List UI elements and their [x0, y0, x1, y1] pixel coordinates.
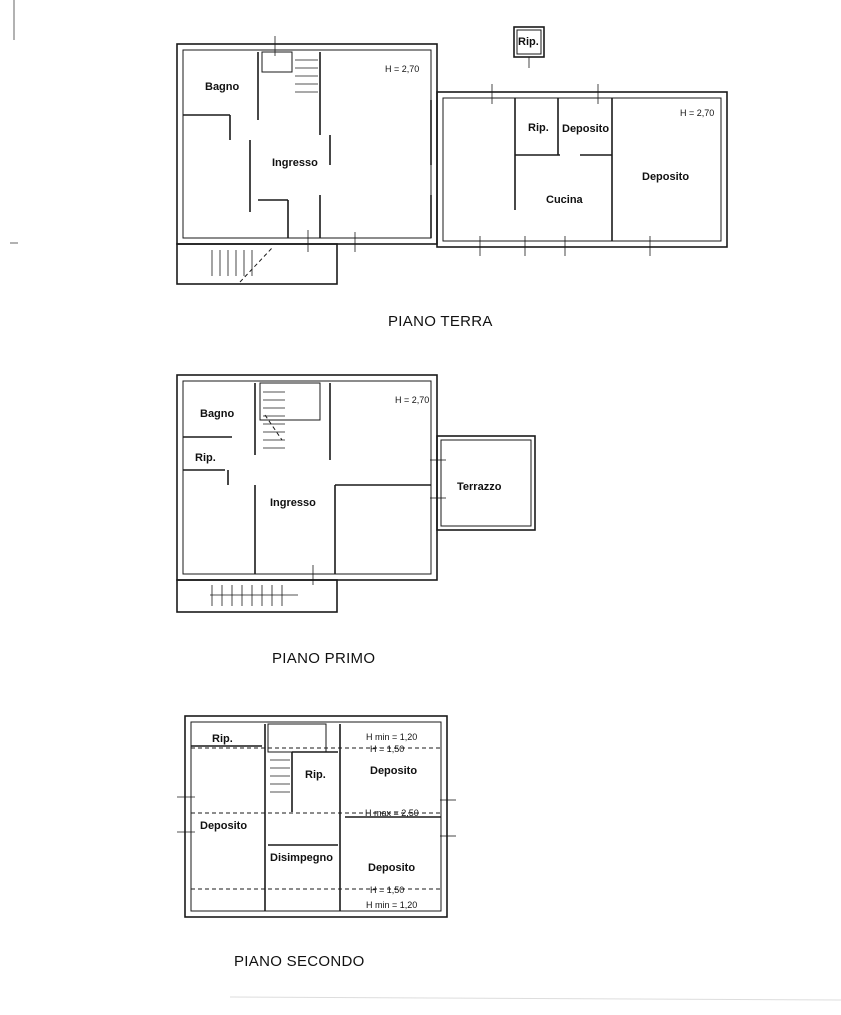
- first-floor-plan: [177, 375, 535, 612]
- margin-marks: [10, 0, 18, 243]
- ground-floor-title: PIANO TERRA: [388, 313, 493, 330]
- first-room-rip: Rip.: [195, 452, 216, 464]
- second-floor-title: PIANO SECONDO: [234, 953, 365, 970]
- ground-room-rip: Rip.: [528, 122, 549, 134]
- first-floor-title: PIANO PRIMO: [272, 650, 376, 667]
- second-height-h150-top: H = 1,50: [370, 744, 405, 754]
- ground-room-rip-external: Rip.: [518, 36, 539, 48]
- first-room-ingresso: Ingresso: [270, 497, 316, 509]
- second-room-rip-center: Rip.: [305, 769, 326, 781]
- ground-room-ingresso: Ingresso: [272, 157, 318, 169]
- first-room-terrazzo: Terrazzo: [457, 481, 502, 493]
- ground-room-deposito-small: Deposito: [562, 123, 610, 135]
- ground-room-deposito-large: Deposito: [642, 171, 690, 183]
- ground-room-cucina: Cucina: [546, 194, 583, 206]
- second-height-hmax: H max = 2,50: [365, 808, 419, 818]
- ground-floor-plan: [177, 27, 727, 284]
- ground-room-bagno: Bagno: [205, 81, 240, 93]
- first-height-main: H = 2,70: [395, 395, 430, 405]
- scan-edge-line: [230, 997, 841, 1000]
- second-room-rip-left: Rip.: [212, 733, 233, 745]
- second-room-deposito-top-right: Deposito: [370, 765, 418, 777]
- second-height-hmin-bottom: H min = 1,20: [366, 900, 418, 910]
- second-room-deposito-bottom-right: Deposito: [368, 862, 416, 874]
- second-height-hmin-top: H min = 1,20: [366, 732, 418, 742]
- second-height-h150-bottom: H = 1,50: [370, 885, 405, 895]
- second-room-deposito-left: Deposito: [200, 820, 248, 832]
- second-room-disimpegno: Disimpegno: [270, 852, 333, 864]
- second-floor-plan: [177, 716, 456, 917]
- ground-height-right: H = 2,70: [680, 108, 715, 118]
- first-room-bagno: Bagno: [200, 408, 235, 420]
- ground-height-left: H = 2,70: [385, 64, 420, 74]
